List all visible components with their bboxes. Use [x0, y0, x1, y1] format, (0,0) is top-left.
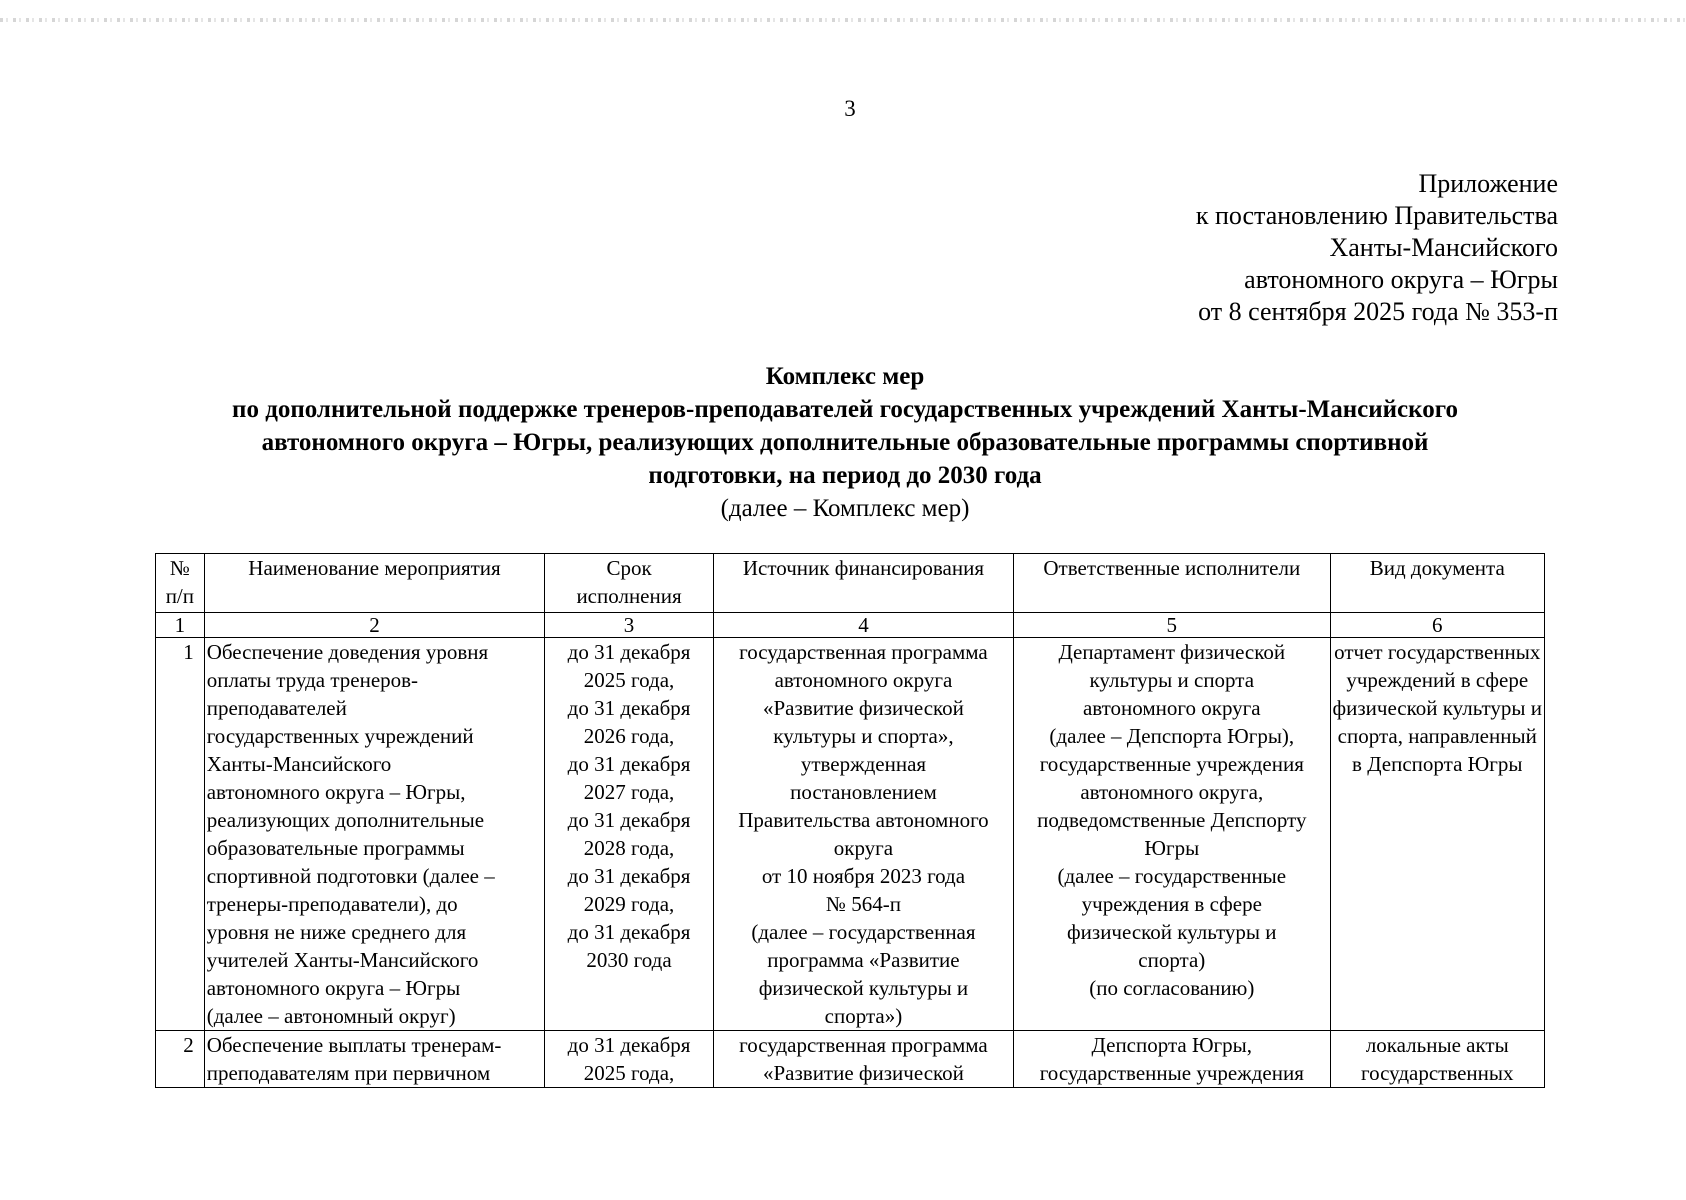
cell-line: до 31 декабря	[567, 1033, 691, 1057]
cell-line: в Депспорта Югры	[1352, 752, 1523, 776]
cell-line: Обеспечение доведения уровня	[206, 640, 489, 664]
column-number: 2	[204, 613, 545, 638]
scan-edge-artifact	[0, 18, 1686, 22]
header-line: Вид документа	[1369, 556, 1505, 580]
cell-line: 2027 года,	[583, 780, 675, 804]
cell-line: локальные акты	[1365, 1033, 1509, 1057]
cell-line: автономного округа – Югры,	[206, 780, 466, 804]
appendix-line: от 8 сентября 2025 года № 353-п	[1198, 297, 1558, 326]
cell-line: государственных учреждений	[206, 724, 474, 748]
cell-line: от 10 ноября 2023 года	[761, 864, 966, 888]
title-subtitle: (далее – Комплекс мер)	[720, 495, 970, 522]
cell-line: 2028 года,	[583, 836, 675, 860]
cell-line: спорта»)	[824, 1004, 903, 1028]
cell-line: утвержденная	[800, 752, 927, 776]
cell-line: 2025 года,	[583, 1061, 675, 1085]
funding-source-cell	[713, 638, 1013, 1031]
cell-line: «Развитие физической	[762, 1061, 964, 1085]
cell-line: спорта, направленный	[1337, 724, 1537, 748]
header-deadline	[545, 554, 714, 613]
cell-line: 2029 года,	[583, 892, 675, 916]
cell-line: постановлением	[790, 780, 937, 804]
cell-line: образовательные программы	[206, 836, 465, 860]
title-line: по дополнительной поддержке тренеров-преподавателей государственных учреждений Ханты-Мансийского	[232, 396, 1458, 423]
title-line: Комплекс мер	[765, 363, 925, 390]
cell-line: до 31 декабря	[567, 640, 691, 664]
table-header-row	[156, 554, 1545, 613]
cell-line: Депспорта Югры,	[1091, 1033, 1253, 1057]
cell-line: программа «Развитие	[767, 948, 960, 972]
header-line: Срок	[606, 556, 652, 580]
measure-name-cell	[204, 638, 545, 1031]
column-number: 6	[1330, 613, 1544, 638]
cell-line: культуры и спорта	[1089, 668, 1255, 692]
cell-line: до 31 декабря	[567, 752, 691, 776]
appendix-line: к постановлению Правительства	[1195, 201, 1558, 230]
deadline-cell	[545, 1031, 714, 1088]
column-number: 5	[1014, 613, 1330, 638]
cell-line: округа	[833, 836, 894, 860]
cell-line: государственная программа	[739, 640, 988, 664]
cell-line: до 31 декабря	[567, 808, 691, 832]
cell-line: учреждений в сфере	[1346, 668, 1529, 692]
appendix-line: Приложение	[1418, 169, 1558, 198]
cell-line: государственная программа	[739, 1033, 988, 1057]
cell-line: 2030 года	[586, 948, 672, 972]
header-line: Ответственные исполнители	[1043, 556, 1301, 580]
cell-line: Ханты-Мансийского	[206, 752, 392, 776]
header-name	[204, 554, 545, 613]
funding-source-cell	[713, 1031, 1013, 1088]
measures-table	[155, 553, 1545, 1088]
cell-line: до 31 декабря	[567, 920, 691, 944]
responsible-cell	[1014, 638, 1330, 1031]
cell-line: автономного округа – Югры	[206, 976, 461, 1000]
document-type-cell	[1330, 1031, 1544, 1088]
cell-line: спорта)	[1138, 948, 1206, 972]
cell-line: (далее – государственная	[751, 920, 976, 944]
header-source	[713, 554, 1013, 613]
cell-line: до 31 декабря	[567, 696, 691, 720]
header-line: №	[169, 556, 190, 580]
header-document	[1330, 554, 1544, 613]
column-number: 1	[156, 613, 205, 638]
cell-line: Правительства автономного	[738, 808, 989, 832]
cell-line: подведомственные Депспорту	[1037, 808, 1307, 832]
column-number: 3	[545, 613, 714, 638]
document-title	[140, 360, 1550, 525]
appendix-line: Ханты-Мансийского	[1329, 233, 1558, 262]
cell-line: реализующих дополнительные	[206, 808, 485, 832]
cell-line: тренеры-преподаватели), до	[206, 892, 458, 916]
cell-line: оплаты труда тренеров-	[206, 668, 419, 692]
header-line: Наименование мероприятия	[248, 556, 501, 580]
responsible-cell	[1014, 1031, 1330, 1088]
cell-line: (по согласованию)	[1089, 976, 1255, 1000]
cell-line: 2025 года,	[583, 668, 675, 692]
cell-line: до 31 декабря	[567, 864, 691, 888]
cell-line: «Развитие физической	[762, 696, 964, 720]
cell-line: (далее – Депспорта Югры),	[1049, 724, 1295, 748]
cell-line: физической культуры и	[1067, 920, 1277, 944]
cell-line: Обеспечение выплаты тренерам-	[206, 1033, 502, 1057]
cell-line: Югры	[1144, 836, 1200, 860]
measure-name-cell	[204, 1031, 545, 1088]
cell-line: физической культуры и	[1332, 696, 1542, 720]
row-number: 2	[156, 1031, 205, 1088]
cell-line: государственные учреждения	[1039, 752, 1304, 776]
cell-line: (далее – государственные	[1057, 864, 1287, 888]
column-number-row	[156, 613, 1545, 638]
cell-line: автономного округа	[774, 668, 953, 692]
cell-line: (далее – автономный округ)	[206, 1004, 456, 1028]
appendix-line: автономного округа – Югры	[1244, 265, 1558, 294]
cell-line: государственных	[1360, 1061, 1514, 1085]
cell-line: учреждения в сфере	[1081, 892, 1262, 916]
header-responsible	[1014, 554, 1330, 613]
table-row	[156, 638, 1545, 1031]
cell-line: 2026 года,	[583, 724, 675, 748]
cell-line: уровня не ниже среднего для	[206, 920, 467, 944]
table-row	[156, 1031, 1545, 1088]
cell-line: учителей Ханты-Мансийского	[206, 948, 479, 972]
cell-line: преподавателям при первичном	[206, 1061, 491, 1085]
header-line: Источник финансирования	[742, 556, 985, 580]
header-number	[156, 554, 205, 613]
cell-line: автономного округа	[1082, 696, 1261, 720]
appendix-block	[1196, 168, 1558, 328]
row-number: 1	[156, 638, 205, 1031]
column-number: 4	[713, 613, 1013, 638]
cell-line: физической культуры и	[758, 976, 969, 1000]
cell-line: № 564-п	[825, 892, 901, 916]
header-line: п/п	[165, 584, 194, 608]
deadline-cell	[545, 638, 714, 1031]
cell-line: государственные учреждения	[1039, 1061, 1304, 1085]
cell-line: Департамент физической	[1058, 640, 1286, 664]
title-line: автономного округа – Югры, реализующих дополнительные образовательные программы спортивной	[261, 429, 1429, 456]
cell-line: отчет государственных	[1334, 640, 1541, 664]
cell-line: преподавателей	[206, 696, 347, 720]
page-number: 3	[844, 96, 856, 121]
cell-line: культуры и спорта»,	[773, 724, 954, 748]
title-line: подготовки, на период до 2030 года	[648, 462, 1042, 489]
header-line: исполнения	[576, 584, 682, 608]
cell-line: спортивной подготовки (далее –	[206, 864, 495, 888]
document-type-cell	[1330, 638, 1544, 1031]
cell-line: автономного округа,	[1080, 780, 1264, 804]
